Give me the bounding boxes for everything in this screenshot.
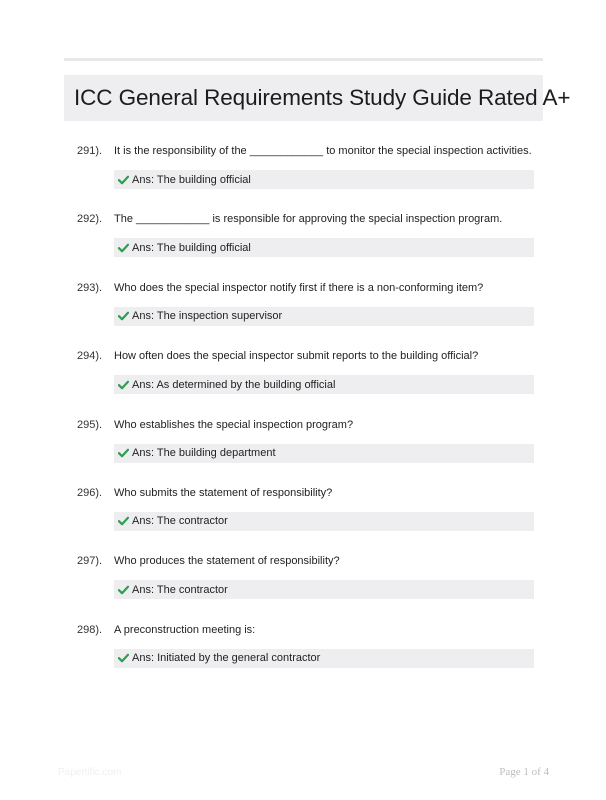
question-text: It is the responsibility of the ____________ to monitor the special inspection activities.: [114, 145, 532, 157]
question-number: 295).: [77, 418, 103, 431]
answer-box: [114, 170, 534, 189]
answer-text: Ans: The building official: [132, 173, 251, 186]
answer-text: Ans: As determined by the building official: [132, 378, 336, 391]
question-number: 297).: [77, 555, 103, 568]
check-icon: [118, 311, 129, 321]
question-number: 293).: [77, 281, 103, 294]
question-number: 298).: [77, 623, 103, 636]
question-text: The ____________ is responsible for approving the special inspection program.: [114, 213, 503, 226]
question-item: [0, 553, 606, 621]
answer-text: Ans: The building official: [132, 241, 251, 254]
answer-box: [114, 580, 534, 599]
question-number: 291).: [77, 145, 103, 157]
question-item: [0, 622, 606, 690]
answer-box: [114, 238, 534, 257]
question-text: Who submits the statement of responsibility?: [114, 486, 333, 499]
check-icon: [118, 175, 129, 185]
answer-text: Ans: The contractor: [132, 515, 228, 528]
question-text: Who does the special inspector notify first if there is a non-conforming item?: [114, 281, 484, 294]
check-icon: [118, 516, 129, 526]
question-item: [0, 280, 606, 348]
question-number: 292).: [77, 213, 103, 226]
question-item: [0, 143, 606, 211]
check-icon: [118, 380, 129, 390]
question-item: [0, 485, 606, 553]
check-icon: [118, 653, 129, 663]
answer-box: [114, 512, 534, 531]
question-item: [0, 417, 606, 485]
question-item: [0, 348, 606, 416]
top-divider: [64, 58, 543, 61]
check-icon: [118, 448, 129, 458]
question-text: How often does the special inspector submit reports to the building official?: [114, 350, 479, 363]
check-icon: [118, 585, 129, 595]
question-item: [0, 211, 606, 279]
check-icon: [118, 243, 129, 253]
page-number: Page 1 of 4: [499, 766, 549, 778]
question-text: A preconstruction meeting is:: [114, 623, 256, 636]
answer-text: Ans: The inspection supervisor: [132, 310, 283, 323]
question-number: 294).: [77, 350, 103, 363]
title-banner: [64, 75, 571, 121]
answer-text: Ans: The contractor: [132, 583, 228, 596]
page-title: ICC General Requirements Study Guide Rated A+: [74, 85, 571, 110]
question-text: Who produces the statement of responsibility?: [114, 555, 340, 568]
answer-text: Ans: Initiated by the general contractor: [132, 652, 321, 665]
footer-watermark: Papertific.com: [58, 767, 122, 778]
answer-box: [114, 649, 534, 668]
answer-box: [114, 307, 534, 326]
answer-text: Ans: The building department: [132, 447, 276, 460]
question-number: 296).: [77, 486, 103, 499]
question-text: Who establishes the special inspection program?: [114, 418, 354, 431]
answer-box: [114, 444, 534, 463]
answer-box: [114, 375, 534, 394]
question-list: [0, 143, 606, 690]
